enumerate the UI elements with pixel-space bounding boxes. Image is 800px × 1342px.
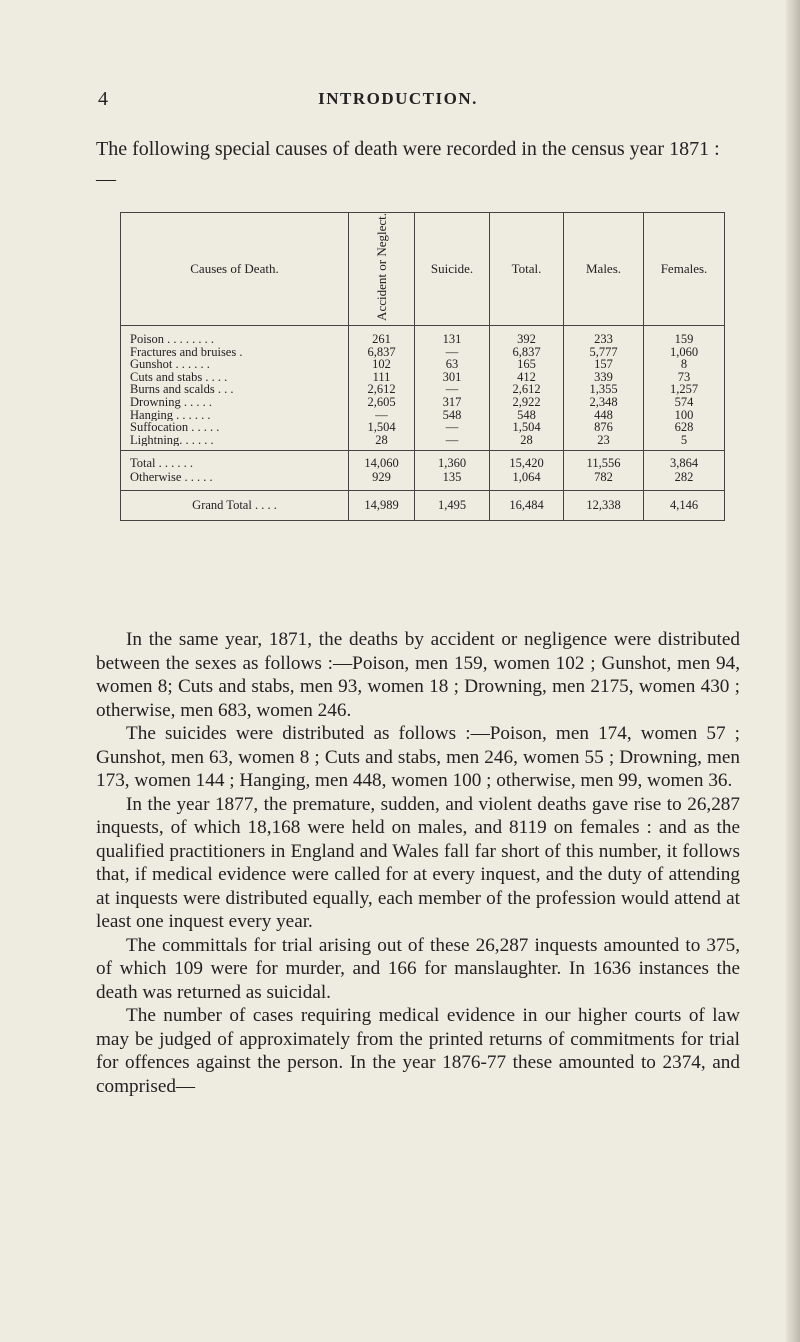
grand-total-row (121, 491, 725, 521)
cause-cell: Poison . . . . . . . . (130, 332, 215, 346)
header-causes: Causes of Death. (121, 213, 349, 326)
cause-cell: Drowning . . . . . (130, 395, 212, 409)
page-header (98, 88, 698, 112)
header-males: Males. (564, 213, 644, 326)
total-cell: 2,922 (512, 395, 541, 409)
total-cell: 15,420 (509, 457, 544, 471)
cause-column (121, 325, 349, 450)
accident-cell: 2,605 (367, 395, 396, 409)
accident-cell: 102 (372, 358, 391, 371)
cause-cell: Cuts and stabs . . . . (130, 370, 228, 384)
total-cell: 28 (520, 433, 533, 447)
table-row (121, 325, 725, 450)
accident-column (349, 451, 415, 491)
accident-cell: 14,060 (364, 457, 399, 471)
females-cell: 73 (677, 370, 691, 384)
paragraph: The number of cases requiring medical evidence in our higher courts of law may be judged of approximately from the printed returns of commitments for trial for offences against the person. In the year 1876-77 these amounted to 2374, and comprised— (96, 1005, 740, 1097)
paragraph: The committals for trial arising out of these 26,287 inquests amounted to 375, of which 109 were for murder, and 166 for manslaughter. In 1636 instances the death was returned as suicidal. (96, 934, 740, 1003)
females-cell: 3,864 (669, 457, 699, 471)
causes-of-death-table (120, 212, 725, 521)
females-cell: 282 (674, 470, 694, 484)
cause-column (121, 451, 349, 491)
accident-cell: — (375, 408, 388, 422)
suicide-cell: 317 (442, 395, 462, 409)
males-cell: 876 (594, 421, 613, 434)
grand-total-males: 12,338 (564, 491, 644, 521)
grand-total-suicide: 1,495 (415, 491, 490, 521)
accident-cell: 28 (375, 433, 388, 447)
females-column (644, 451, 725, 491)
accident-cell: 261 (372, 332, 391, 346)
grand-total-cause: Grand Total . . . . (121, 491, 349, 521)
grand-total-accident: 14,989 (349, 491, 415, 521)
females-cell: 8 (680, 358, 688, 371)
males-cell: 1,355 (589, 383, 618, 396)
page-number: 4 (98, 88, 108, 110)
females-cell: 1,257 (669, 383, 699, 396)
running-title: INTRODUCTION. (318, 89, 478, 108)
cause-cell: Suffocation . . . . . (130, 421, 220, 434)
females-cell: 628 (674, 421, 694, 434)
total-cell: 165 (517, 358, 536, 371)
cause-cell: Lightning. . . . . . (130, 433, 214, 447)
females-cell: 1,060 (669, 345, 699, 359)
header-accident-label: Accident or Neglect. (373, 213, 389, 321)
grand-total-females: 4,146 (644, 491, 725, 521)
header-suicide: Suicide. (415, 213, 490, 326)
cause-cell: Total . . . . . . (130, 457, 194, 471)
males-cell: 339 (594, 370, 613, 384)
total-cell: 548 (517, 408, 536, 422)
suicide-cell: 1,360 (437, 457, 467, 471)
causes-body (121, 325, 725, 450)
page-edge (786, 0, 800, 1342)
totals-body (121, 451, 725, 491)
cause-cell: Fractures and bruises . (130, 345, 243, 359)
accident-cell: 929 (372, 470, 391, 484)
females-cell: 100 (674, 408, 694, 422)
cause-cell: Gunshot . . . . . . (130, 358, 210, 371)
paragraph: In the year 1877, the premature, sudden, and violent deaths gave rise to 26,287 inquests, of which 18,168 were held on males, and 8119 on females : and as the qualified practitioners in England and Wales fall far short of this number, it follows that, if medical evidence were called for at every inquest, and the duty of attending at inquests were distributed equally, each member of the profession would attend at least one inquest every year. (96, 793, 740, 932)
table-header-row (121, 213, 725, 326)
header-total: Total. (490, 213, 564, 326)
body-text (96, 628, 740, 1098)
header-accident (349, 213, 415, 326)
males-cell: 11,556 (586, 457, 621, 471)
cause-cell: Hanging . . . . . . (130, 408, 211, 422)
suicide-column (415, 451, 490, 491)
table-row (121, 451, 725, 491)
total-cell: 6,837 (512, 345, 541, 359)
accident-cell: 1,504 (367, 421, 396, 434)
suicide-cell: 63 (445, 358, 459, 371)
grand-total-body (121, 491, 725, 521)
accident-cell: 111 (372, 370, 391, 384)
total-cell: 412 (517, 370, 536, 384)
suicide-cell: 135 (442, 470, 462, 484)
total-cell: 2,612 (512, 383, 541, 396)
females-cell: 159 (674, 332, 694, 346)
intro-paragraph: The following special causes of death were recorded in the census year 1871 :— (96, 138, 720, 190)
suicide-cell: — (445, 421, 459, 434)
cause-cell: Burns and scalds . . . (130, 383, 234, 396)
suicide-column (415, 325, 490, 450)
females-column (644, 325, 725, 450)
header-females: Females. (644, 213, 725, 326)
suicide-cell: — (445, 383, 459, 396)
paragraph: In the same year, 1871, the deaths by accident or negligence were distributed between the sexes as follows :—Poison, men 159, women 102 ; Gunshot, men 94, women 8; Cuts and stabs, men 93, women 18 ; Drowning, men 2175, women 430 ; otherwise, men 683, women 246. (96, 629, 740, 721)
total-cell: 1,504 (512, 421, 541, 434)
suicide-cell: — (445, 345, 459, 359)
accident-cell: 6,837 (367, 345, 396, 359)
total-column (490, 325, 564, 450)
suicide-cell: 301 (442, 370, 462, 384)
males-column (564, 451, 644, 491)
accident-column (349, 325, 415, 450)
males-cell: 2,348 (589, 395, 618, 409)
males-cell: 782 (594, 470, 613, 484)
males-cell: 448 (594, 408, 613, 422)
paragraph: The suicides were distributed as follows :—Poison, men 174, women 57 ; Gunshot, men 63, women 8 ; Cuts and stabs, men 246, women 55 ; Drowning, men 173, women 144 ; Hanging, men 448, women 100 ; otherwise, men 99, women 36. (96, 723, 740, 791)
suicide-cell: 131 (442, 332, 462, 346)
grand-total-total: 16,484 (490, 491, 564, 521)
males-cell: 157 (594, 358, 613, 371)
total-cell: 392 (517, 332, 536, 346)
total-column (490, 451, 564, 491)
males-cell: 5,777 (589, 345, 618, 359)
suicide-cell: — (445, 433, 459, 447)
females-cell: 5 (680, 433, 688, 447)
total-cell: 1,064 (512, 470, 541, 484)
suicide-cell: 548 (442, 408, 462, 422)
females-cell: 574 (674, 395, 694, 409)
males-column (564, 325, 644, 450)
males-cell: 233 (594, 332, 613, 346)
accident-cell: 2,612 (367, 383, 396, 396)
males-cell: 23 (597, 433, 610, 447)
cause-cell: Otherwise . . . . . (130, 470, 213, 484)
